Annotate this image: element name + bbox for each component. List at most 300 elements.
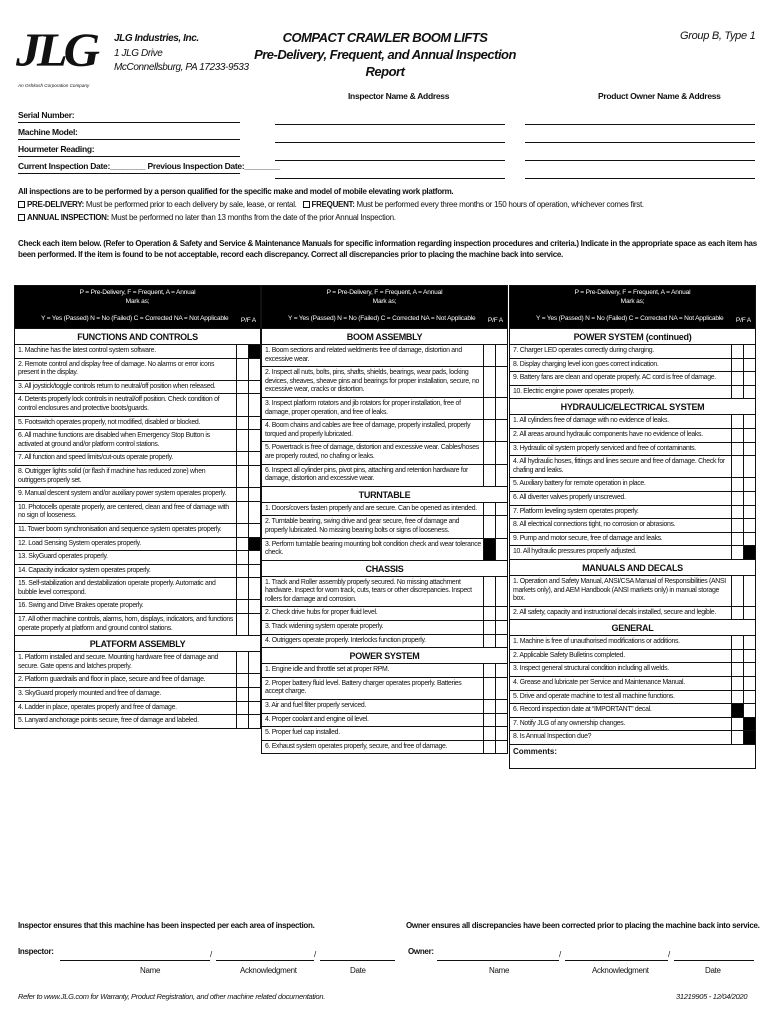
inspection-dates-field[interactable] [18,173,240,174]
pf-checkbox[interactable] [731,636,743,649]
pf-checkbox[interactable] [236,488,248,501]
annual-checkbox[interactable] [743,372,755,385]
pf-checkbox[interactable] [236,394,248,415]
pf-checkbox[interactable] [483,607,495,620]
pf-checkbox[interactable] [236,652,248,673]
checklist-item-text: 5. Powertrack is free of damage, distortion and excessive wear. Cables/hoses are properly routed, no chafing or leaks. [265,444,479,460]
pf-checkbox[interactable] [483,700,495,713]
pf-checkbox[interactable] [236,466,248,487]
pf-checkbox[interactable] [236,688,248,701]
annual-checkbox[interactable] [743,576,755,606]
annual-checkbox[interactable] [743,704,755,717]
legend-line3: Y = Yes (Passed) N = No (Failed) C = Corrected NA = Not Applicable [288,315,476,322]
section-title: CHASSIS [262,560,507,576]
comments-field[interactable]: Comments: [510,744,755,768]
checklist-item-text: 4. Boom chains and cables are free of damage, properly installed, properly torqued and properly lubricated. [265,422,471,438]
pf-checkbox[interactable] [483,678,495,699]
checklist-item-text: 8. Outrigger lights solid (or flash if machine has reduced zone) when outriggers properly set. [18,467,206,484]
annual-checkbox[interactable] [248,551,260,564]
annual-checkbox[interactable] [248,452,260,465]
inspector-ack-caption: Acknowledgment [240,966,297,975]
annual-checkbox[interactable] [248,715,260,728]
legend-line3: Y = Yes (Passed) N = No (Failed) C = Corrected NA = Not Applicable [41,315,229,322]
pf-checkbox[interactable] [483,398,495,419]
annual-checkbox[interactable] [743,415,755,428]
pf-checkbox[interactable] [731,607,743,620]
checklist-item-text: 2. Inspect all nuts, bolts, pins, shafts, shields, bearings, wear pads, locking devices, sheaves, sheave pins and bearings for proper installation, secure, no excessive wear, cracks or distortion. [265,369,480,394]
group-type: Group B, Type 1 [680,30,756,42]
pf-checkbox[interactable] [731,429,743,442]
annual-checkbox[interactable] [743,718,755,731]
machine-model-field[interactable] [18,139,240,140]
annual-checkbox[interactable] [495,367,507,397]
checklist-item-text: 4. Grease and lubricate per Service and Maintenance Manual. [513,679,685,687]
pf-checkbox[interactable] [483,577,495,607]
pf-checkbox[interactable] [236,674,248,687]
pf-checkbox[interactable] [731,533,743,546]
pf-checkbox[interactable] [236,524,248,537]
checklist-item-text: 2. All safety, capacity and instructional decals installed, secure and legible. [513,608,716,616]
annual-checkbox[interactable] [743,443,755,456]
pf-checkbox[interactable] [483,345,495,366]
annual-row [18,212,758,223]
inspector-slash-2: / [314,950,316,959]
checklist-item-text: 3. Track widening system operate properly. [265,623,384,631]
owner-ack-caption: Acknowledgment [592,966,649,975]
checklist-item [15,523,260,537]
pf-checkbox[interactable] [731,506,743,519]
checklist-item [510,414,755,428]
annual-checkbox[interactable] [743,650,755,663]
checklist-item [262,740,507,754]
checklist-item [510,575,755,606]
checklist-item-text: 4. Outriggers operate properly. Interlocks function properly. [265,636,426,644]
annual-checkbox[interactable] [495,516,507,537]
checklist-item [15,651,260,673]
annual-checkbox[interactable] [248,359,260,380]
hourmeter-label: Hourmeter Reading: [18,144,95,154]
checklist-item-text: 6. Record inspection date at “IMPORTANT” decal. [513,706,652,714]
pf-checkbox[interactable] [236,359,248,380]
pf-checkbox[interactable] [731,677,743,690]
jlg-logo [16,24,98,88]
hourmeter-field[interactable] [18,156,240,157]
annual-checkbox[interactable] [248,538,260,551]
checklist-item-text: 13. SkyGuard operates properly. [18,553,108,561]
checklist-item-text: 1. Track and Roller assembly properly secured. No missing attachment hardware. Inspect for worn track, cuts, tears or other discrepancies. Inspect rollers for damage and corrosion. [265,578,472,603]
section-title: GENERAL [510,619,755,635]
annual-checkbox[interactable] [743,506,755,519]
annual-checkbox[interactable] [495,398,507,419]
annual-checkbox[interactable] [743,345,755,358]
checklist-item [510,676,755,690]
owner-statement: Owner ensures all discrepancies have been corrected prior to placing the machine back into service. [406,921,760,930]
qualification-note: All inspections are to be performed by a person qualified for the specific make and model of mobile elevating work platform. [18,187,454,196]
annual-checkbox[interactable] [248,578,260,599]
checklist-item [262,699,507,713]
owner-line-4[interactable] [525,178,755,179]
owner-label: Owner: [408,947,434,956]
section-title: PLATFORM ASSEMBLY [15,635,260,651]
legend-line2: Mark as; [372,298,397,305]
checklist-item-text: 8. All electrical connections tight, no corrosion or abrasions. [513,521,676,529]
annual-checkbox[interactable] [248,488,260,501]
checklist-item [510,662,755,676]
checklist-item [510,545,755,559]
checklist-item-text: 3. Inspect general structural condition including all welds. [513,665,669,673]
checklist-item-text: 6. Exhaust system operates properly, secure, and free of damage. [265,742,448,750]
annual-checkbox[interactable] [248,524,260,537]
annual-checkbox[interactable] [248,652,260,673]
annual-checkbox[interactable] [18,214,25,221]
checklist-item [262,606,507,620]
pf-checkbox[interactable] [731,456,743,477]
checklist-item [510,690,755,704]
inspector-name-label: Inspector Name & Address [348,91,450,101]
owner-line-3[interactable] [525,160,755,161]
checklist-item [262,726,507,740]
checklist-item [510,442,755,456]
pf-checkbox[interactable] [236,430,248,451]
pf-checkbox[interactable] [236,417,248,430]
checklist-item-text: 6. All machine functions are disabled when Emergency Stop Button is activated at ground and/or platform control stations. [18,432,210,448]
checklist-item [262,677,507,699]
checklist-item [15,564,260,578]
annual-checkbox[interactable] [743,478,755,491]
checklist-item-text: 1. Operation and Safety Manual, ANSI/CSA Manual of Responsibilities (ANSI markets only), and AEM Handbook (ANSI markets only) in manual storage box. [513,577,726,603]
pf-checkbox[interactable] [731,478,743,491]
pf-checkbox[interactable] [236,345,248,358]
annual-checkbox[interactable] [248,466,260,487]
checklist-item-text: 2. Proper battery fluid level. Battery charger operates properly. Batteries accept charge. [265,679,462,696]
annual-checkbox[interactable] [248,614,260,635]
checklist-item [262,515,507,537]
checklist-item [15,550,260,564]
pf-checkbox[interactable] [483,714,495,727]
annual-checkbox[interactable] [248,394,260,415]
predelivery-checkbox[interactable] [18,201,25,208]
annual-checkbox[interactable] [248,600,260,613]
annual-checkbox[interactable] [743,533,755,546]
checklist-item-text: 1. All cylinders free of damage with no evidence of leaks. [513,417,669,425]
annual-checkbox[interactable] [743,677,755,690]
checklist-item [510,371,755,385]
checklist-item-text: 1. Boom sections and related weldments free of damage, distortion and excessive wear. [265,347,462,363]
checklist-item [510,428,755,442]
checklist-item-text: 9. Battery fans are clean and operate properly. AC cord is free of damage. [513,374,716,382]
section-title: FUNCTIONS AND CONTROLS [15,328,260,344]
checklist-item [15,429,260,451]
annual-checkbox[interactable] [495,577,507,607]
checklist-item [262,464,507,486]
legend-line2: Mark as; [620,298,645,305]
owner-line-1[interactable] [525,124,755,125]
checklist-item [262,713,507,727]
checklist-item-text: 5. Auxiliary battery for remote operation in place. [513,480,646,488]
pf-checkbox[interactable] [483,442,495,463]
annual-checkbox[interactable] [495,503,507,516]
annual-checkbox[interactable] [495,442,507,463]
company-street: 1 JLG Drive [114,47,163,59]
annual-checkbox[interactable] [743,519,755,532]
annual-checkbox[interactable] [495,727,507,740]
annual-checkbox[interactable] [248,381,260,394]
pf-checkbox[interactable] [483,664,495,677]
pf-checkbox[interactable] [236,502,248,523]
legend-line3: Y = Yes (Passed) N = No (Failed) C = Corrected NA = Not Applicable [536,315,724,322]
checklist-item [510,518,755,532]
inspector-name-field[interactable] [60,960,210,961]
annual-checkbox[interactable] [743,492,755,505]
checklist-item [15,577,260,599]
legend-line1: P = Pre-Delivery, F = Frequent, A = Annual [326,289,443,296]
annual-checkbox[interactable] [743,546,755,559]
checklist-item [262,366,507,397]
section-title: MANUALS AND DECALS [510,559,755,575]
owner-ack-field[interactable] [565,960,668,961]
checklist-item [15,465,260,487]
frequent-label: FREQUENT: [311,200,355,209]
pf-checkbox[interactable] [483,635,495,648]
inspector-line-2[interactable] [275,142,505,143]
checklist-item [262,502,507,516]
checklist-item-text: 8. Is Annual Inspection due? [513,733,592,741]
pf-checkbox[interactable] [731,519,743,532]
inspector-date-field[interactable] [320,960,395,961]
checklist-item-text: 14. Capacity indicator system operates properly. [18,566,151,574]
checklist-item [510,730,755,744]
checklist-item [510,635,755,649]
checklist-item [510,344,755,358]
annual-checkbox[interactable] [743,359,755,372]
pf-checkbox[interactable] [483,465,495,486]
checklist-item-text: 2. All areas around hydraulic components have no evidence of leaks. [513,430,703,438]
pf-checkbox[interactable] [731,386,743,399]
annual-checkbox[interactable] [495,635,507,648]
inspector-date-caption: Date [350,966,366,975]
pf-checkbox[interactable] [731,718,743,731]
checklist-item-text: 3. All joystick/toggle controls return to neutral/off position when released. [18,382,216,390]
pf-checkbox[interactable] [236,551,248,564]
pf-checkbox[interactable] [483,741,495,754]
pf-checkbox[interactable] [731,691,743,704]
owner-date-caption: Date [705,966,721,975]
pf-checkbox[interactable] [236,452,248,465]
annual-checkbox[interactable] [495,741,507,754]
annual-checkbox[interactable] [495,345,507,366]
checklist-item [15,344,260,358]
checklist-item [262,620,507,634]
inspector-name-caption: Name [140,966,161,975]
annual-checkbox[interactable] [495,420,507,441]
checklist-item [15,599,260,613]
pf-checkbox[interactable] [236,578,248,599]
annual-checkbox[interactable] [743,636,755,649]
owner-name-caption: Name [489,966,510,975]
annual-checkbox[interactable] [495,621,507,634]
checklist-item [15,687,260,701]
annual-checkbox[interactable] [495,539,507,560]
checklist-item-text: 1. Platform installed and secure. Mounting hardware free of damage and secure. Gate opens and latches properly. [18,654,219,670]
document-number: 31219905 - 12/04/2020 [676,992,748,1001]
pf-checkbox[interactable] [731,359,743,372]
checklist-item-text: 1. Machine is free of unauthorised modifications or additions. [513,638,680,646]
checklist-item-text: 5. Lanyard anchorage points secure, free of damage and labeled. [18,717,199,725]
annual-checkbox[interactable] [495,465,507,486]
pf-checkbox[interactable] [236,715,248,728]
serial-number-field[interactable] [18,122,240,123]
pf-checkbox[interactable] [731,704,743,717]
pf-checkbox[interactable] [731,415,743,428]
section-title: TURNTABLE [262,486,507,502]
checklist-item-text: 2. Platform guardrails and floor in place, secure and free of damage. [18,676,206,684]
annual-checkbox[interactable] [495,700,507,713]
annual-checkbox[interactable] [495,714,507,727]
checklist-column-2 [261,285,508,754]
section-title: POWER SYSTEM [262,647,507,663]
pf-checkbox[interactable] [236,600,248,613]
pf-checkbox[interactable] [236,538,248,551]
checklist-item-text: 3. Perform turntable bearing mounting bolt condition check and wear tolerance check. [265,540,481,557]
annual-checkbox[interactable] [248,674,260,687]
annual-checkbox[interactable] [248,502,260,523]
annual-checkbox[interactable] [743,386,755,399]
checklist-item-text: 16. Swing and Drive Brakes operate properly. [18,602,144,610]
owner-name-field[interactable] [437,960,559,961]
checklist-item-text: 1. Engine idle and throttle set at proper RPM. [265,666,390,674]
legend-line1: P = Pre-Delivery, F = Frequent, A = Annual [574,289,691,296]
pf-checkbox[interactable] [236,565,248,578]
logo-mark: JLG [16,24,96,77]
checklist-item-text: 7. Notify JLG of any ownership changes. [513,719,626,727]
checklist-item-text: 2. Applicable Safety Bulletins completed. [513,651,625,659]
pf-checkbox[interactable] [483,539,495,560]
checklist-item-text: 9. Pump and motor secure, free of damage and leaks. [513,534,663,542]
checklist-item [510,606,755,620]
checklist-column-1 [14,285,261,729]
checklist-item [510,532,755,546]
pf-checkbox[interactable] [483,420,495,441]
checklist-item [262,663,507,677]
pf-checkbox[interactable] [731,576,743,606]
annual-checkbox[interactable] [743,607,755,620]
pf-checkbox[interactable] [731,443,743,456]
annual-checkbox[interactable] [248,565,260,578]
serial-number-label: Serial Number: [18,110,75,120]
frequent-text: Must be performed every three months or 150 hours of operation, whichever comes first. [354,200,644,209]
checklist-item-text: 15. Self-stabilization and destabilization operate properly. Automatic and bubble level correspond. [18,580,216,596]
checklist-item-text: 3. Inspect platform rotators and jib rotators for proper installation, free of damage, proper operation, and free of leaks. [265,399,461,416]
checklist-item-text: 9. Manual descent system and/or auxiliary power system operates properly. [18,490,227,498]
checklist-item-text: 2. Remote control and display free of damage. No alarms or error icons present in the display. [18,360,215,377]
checklist-item [510,505,755,519]
title-line1: COMPACT CRAWLER BOOM LIFTS [282,30,488,45]
frequent-checkbox[interactable] [303,201,310,208]
owner-date-field[interactable] [674,960,754,961]
checklist-item-text: 6. Inspect all cylinder pins, pivot pins, attaching and retention hardware for damage, distortion and excessive wear. [265,466,468,483]
checklist-item-text: 7. Charger LED operates correctly during charging. [513,347,654,354]
pf-checkbox[interactable] [731,372,743,385]
annual-checkbox[interactable] [248,688,260,701]
annual-checkbox[interactable] [248,430,260,451]
inspector-line-3[interactable] [275,160,505,161]
legend-header [15,286,260,328]
company-city: McConnellsburg, PA 17233-9533 [114,62,249,73]
annual-checkbox[interactable] [743,456,755,477]
annual-checkbox[interactable] [248,702,260,715]
pf-checkbox[interactable] [731,731,743,744]
checklist-item-text: 6. All diverter valves properly unscrewed. [513,493,626,501]
checklist-item [15,613,260,635]
annual-checkbox[interactable] [743,663,755,676]
checklist-item-text: 8. Display charging level icon goes correct indication. [513,360,659,368]
annual-checkbox[interactable] [743,731,755,744]
checklist-item [15,673,260,687]
pf-checkbox[interactable] [236,614,248,635]
checklist-item [15,537,260,551]
checklist-item-text: 5. Footswitch operates properly, not modified, disabled or blocked. [18,418,201,426]
annual-checkbox[interactable] [248,417,260,430]
checklist-item-text: 7. Platform leveling system operates properly. [513,507,639,515]
checklist-item [510,455,755,477]
pf-checkbox[interactable] [731,546,743,559]
pf-checkbox[interactable] [731,492,743,505]
predelivery-label: PRE-DELIVERY: [27,200,84,209]
checklist-item-text: 11. Tower boom synchronisation and sequence system operates properly. [18,525,222,533]
pf-checkbox[interactable] [731,345,743,358]
pf-checkbox[interactable] [236,381,248,394]
checklist-item-text: 5. Drive and operate machine to test all machine functions. [513,692,675,700]
pf-checkbox[interactable] [483,621,495,634]
pf-checkbox[interactable] [483,516,495,537]
checklist-item-text: 5. Proper fuel cap installed. [265,729,340,737]
inspector-ack-field[interactable] [216,960,314,961]
checklist-item [510,703,755,717]
annual-checkbox[interactable] [495,607,507,620]
checklist-item-text: 4. Proper coolant and engine oil level. [265,715,369,723]
pf-checkbox[interactable] [731,663,743,676]
owner-line-2[interactable] [525,142,755,143]
annual-checkbox[interactable] [248,345,260,358]
annual-checkbox[interactable] [743,429,755,442]
inspector-line-1[interactable] [275,124,505,125]
pf-checkbox[interactable] [483,503,495,516]
checklist-item-text: 4. Ladder in place, operates properly and free of damage. [18,703,177,711]
checklist-item-text: 4. Detents properly lock controls in neutral/off position. Check condition of control enclosures and protective boots/guards. [18,396,220,412]
checklist-item [262,344,507,366]
checklist-item [15,380,260,394]
checklist-item-text: 3. Air and fuel filter properly serviced. [265,702,367,710]
checklist-item [510,649,755,663]
title-line2: Pre-Delivery, Frequent, and Annual Inspection Report [254,47,516,79]
annual-checkbox[interactable] [743,691,755,704]
checklist-item-text: 10. Photocells operate properly, are centered, clean and free of damage with no sign of looseness. [18,503,229,520]
predelivery-text: Must be performed prior to each delivery by sale, lease, or rental. [84,200,297,209]
annual-checkbox[interactable] [495,664,507,677]
pf-checkbox[interactable] [731,650,743,663]
checklist-item-text: 2. Check drive hubs for proper fluid level. [265,609,378,617]
checklist-item [510,385,755,399]
pf-checkbox[interactable] [483,367,495,397]
pf-checkbox[interactable] [483,727,495,740]
checklist-item [262,397,507,419]
annual-checkbox[interactable] [495,678,507,699]
pf-checkbox[interactable] [236,702,248,715]
checklist-item [262,441,507,463]
inspector-line-4[interactable] [275,178,505,179]
legend-line2: Mark as; [125,298,150,305]
check-instructions: Check each item below. (Refer to Operation & Safety and Service & Maintenance Manuals for specific information regarding inspection procedures and criteria.) Indicate in the appropriate space as each item has been performed. If the item is found to be not acceptable, record each discrepancy. Correct all discrepancies prior to placing the machine back into service. [18,239,757,259]
